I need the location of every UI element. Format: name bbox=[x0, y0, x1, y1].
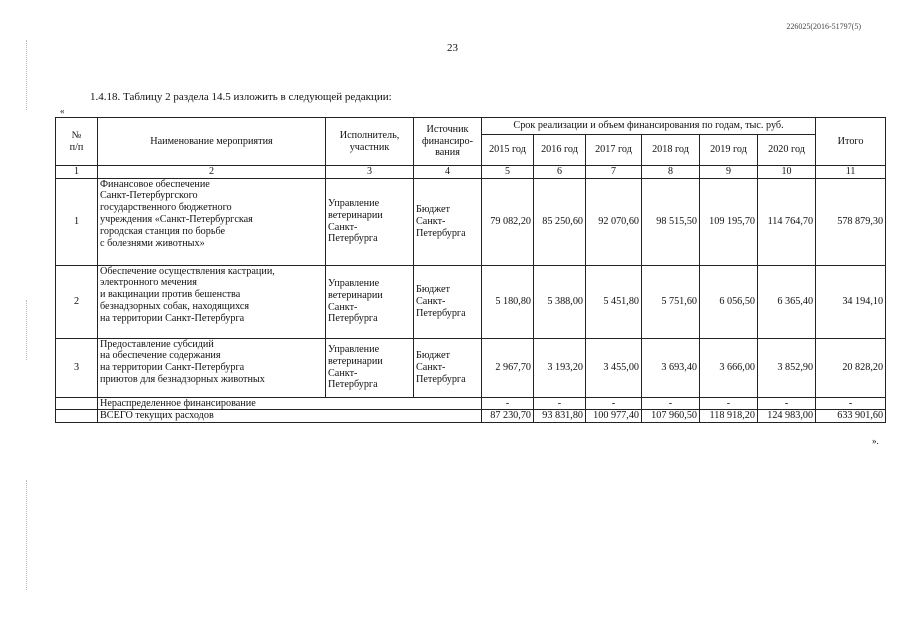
row-total: 34 194,10 bbox=[816, 265, 886, 338]
empty-cell bbox=[56, 397, 98, 410]
value-2018: 3 693,40 bbox=[642, 338, 700, 397]
undistributed-value: - bbox=[700, 397, 758, 410]
column-number: 6 bbox=[534, 166, 586, 179]
grand-total-value: 87 230,70 bbox=[482, 410, 534, 423]
header-year: 2016 год bbox=[534, 135, 586, 166]
opening-quote: « bbox=[60, 106, 65, 116]
grand-total-value: 93 831,80 bbox=[534, 410, 586, 423]
executor-cell: Управление ветеринарии Санкт- Петербурга bbox=[326, 265, 414, 338]
table-row bbox=[56, 265, 886, 338]
column-number: 5 bbox=[482, 166, 534, 179]
value-2016: 5 388,00 bbox=[534, 265, 586, 338]
undistributed-value: - bbox=[586, 397, 642, 410]
value-2015: 2 967,70 bbox=[482, 338, 534, 397]
grand-total-row bbox=[56, 410, 886, 423]
row-total: 20 828,20 bbox=[816, 338, 886, 397]
closing-quote: ». bbox=[872, 436, 879, 446]
row-number: 1 bbox=[56, 178, 98, 265]
row-number: 2 bbox=[56, 265, 98, 338]
grand-total-label: ВСЕГО текущих расходов bbox=[98, 410, 482, 423]
activity-name: Предоставление субсидий на обеспечение содержания на территории Санкт-Петербурга приютов для безнадзорных животных bbox=[98, 338, 326, 397]
value-2020: 6 365,40 bbox=[758, 265, 816, 338]
amendment-paragraph: 1.4.18. Таблицу 2 раздела 14.5 изложить в следующей редакции: bbox=[90, 91, 392, 103]
activity-name: Обеспечение осуществления кастрации, электронного мечения и вакцинации против бешенства безнадзорных собак, находящихся на территории Санкт-Петербурга bbox=[98, 265, 326, 338]
column-number: 4 bbox=[414, 166, 482, 179]
grand-total-value: 100 977,40 bbox=[586, 410, 642, 423]
header-year: 2017 год bbox=[586, 135, 642, 166]
undistributed-label: Нераспределенное финансирование bbox=[98, 397, 482, 410]
value-2019: 6 056,50 bbox=[700, 265, 758, 338]
executor-cell: Управление ветеринарии Санкт- Петербурга bbox=[326, 338, 414, 397]
financing-table bbox=[55, 117, 886, 423]
value-2017: 5 451,80 bbox=[586, 265, 642, 338]
header-executor: Исполнитель, участник bbox=[326, 118, 414, 166]
header-year: 2015 год bbox=[482, 135, 534, 166]
grand-total-sum: 633 901,60 bbox=[816, 410, 886, 423]
undistributed-row bbox=[56, 397, 886, 410]
column-number: 11 bbox=[816, 166, 886, 179]
row-number: 3 bbox=[56, 338, 98, 397]
empty-cell bbox=[56, 410, 98, 423]
undistributed-value: - bbox=[758, 397, 816, 410]
row-total: 578 879,30 bbox=[816, 178, 886, 265]
table-header-row bbox=[56, 118, 886, 135]
source-cell: Бюджет Санкт- Петербурга bbox=[414, 265, 482, 338]
undistributed-value: - bbox=[642, 397, 700, 410]
grand-total-value: 118 918,20 bbox=[700, 410, 758, 423]
value-2018: 98 515,50 bbox=[642, 178, 700, 265]
value-2019: 109 195,70 bbox=[700, 178, 758, 265]
column-number: 9 bbox=[700, 166, 758, 179]
undistributed-total: - bbox=[816, 397, 886, 410]
column-number: 10 bbox=[758, 166, 816, 179]
value-2017: 92 070,60 bbox=[586, 178, 642, 265]
value-2017: 3 455,00 bbox=[586, 338, 642, 397]
column-number: 3 bbox=[326, 166, 414, 179]
document-code: 226025(2016-51797(5) bbox=[786, 22, 861, 31]
value-2016: 3 193,20 bbox=[534, 338, 586, 397]
header-name: Наименование мероприятия bbox=[98, 118, 326, 166]
value-2015: 79 082,20 bbox=[482, 178, 534, 265]
column-number: 8 bbox=[642, 166, 700, 179]
header-year: 2020 год bbox=[758, 135, 816, 166]
value-2019: 3 666,00 bbox=[700, 338, 758, 397]
header-year: 2018 год bbox=[642, 135, 700, 166]
grand-total-value: 124 983,00 bbox=[758, 410, 816, 423]
header-number: № п/п bbox=[56, 118, 98, 166]
source-cell: Бюджет Санкт- Петербурга bbox=[414, 178, 482, 265]
column-number-row bbox=[56, 166, 886, 179]
header-year: 2019 год bbox=[700, 135, 758, 166]
activity-name: Финансовое обеспечение Санкт-Петербургского государственного бюджетного учреждения «Санкт-Петербургская городская станция по борьбе с болезнями животных» bbox=[98, 178, 326, 265]
binder-line-middle bbox=[26, 300, 28, 360]
header-period-group: Срок реализации и объем финансирования по годам, тыс. руб. bbox=[482, 118, 816, 135]
undistributed-value: - bbox=[534, 397, 586, 410]
binder-line-bottom bbox=[26, 480, 28, 590]
table-row bbox=[56, 178, 886, 265]
column-number: 1 bbox=[56, 166, 98, 179]
value-2020: 3 852,90 bbox=[758, 338, 816, 397]
page-number: 23 bbox=[447, 42, 458, 54]
value-2016: 85 250,60 bbox=[534, 178, 586, 265]
undistributed-value: - bbox=[482, 397, 534, 410]
header-source: Источник финансиро- вания bbox=[414, 118, 482, 166]
value-2018: 5 751,60 bbox=[642, 265, 700, 338]
table-row bbox=[56, 338, 886, 397]
executor-cell: Управление ветеринарии Санкт- Петербурга bbox=[326, 178, 414, 265]
value-2020: 114 764,70 bbox=[758, 178, 816, 265]
header-total: Итого bbox=[816, 118, 886, 166]
column-number: 2 bbox=[98, 166, 326, 179]
value-2015: 5 180,80 bbox=[482, 265, 534, 338]
source-cell: Бюджет Санкт- Петербурга bbox=[414, 338, 482, 397]
grand-total-value: 107 960,50 bbox=[642, 410, 700, 423]
column-number: 7 bbox=[586, 166, 642, 179]
